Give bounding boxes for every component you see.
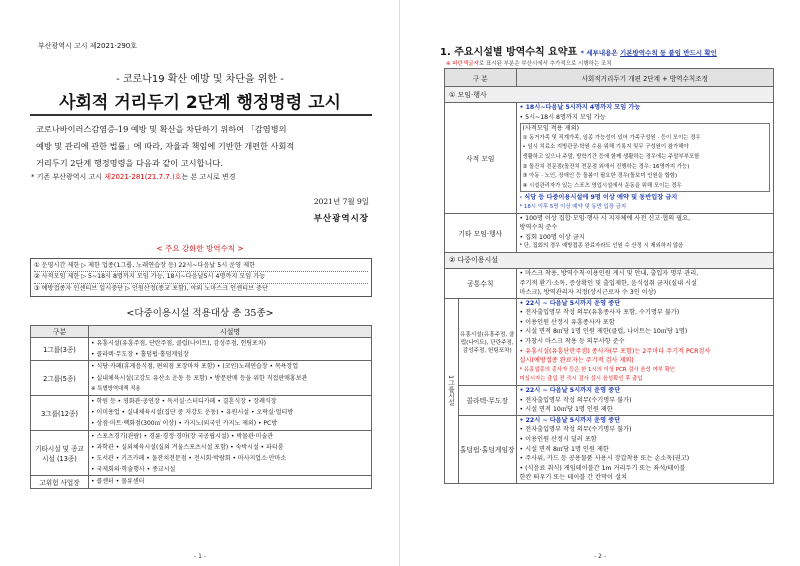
row-label: 콜라텍·무도장 (458, 386, 516, 416)
body-line: 거리두기 2단계 행정명령을 다음과 같이 고시합니다. (36, 158, 223, 168)
row-label: 공통수칙 (445, 268, 517, 298)
issue-date: 2021년 7월 9일 (313, 197, 369, 206)
group-name: 1그룹(3종) (31, 338, 89, 361)
column-header: 사회적거리두기 개편 2단계 + 방역수칙조정 (516, 69, 773, 87)
table-row: 공통수칙 • 마스크 착용, 방역수칙·이용인원 게시 및 안내, 출입자 명부 관리, 주기적 환기·소독, 증상확인 및 출입제한, 음식섭취 금지(실내 시설 마스크), 방역관리자 지정(상시근로자 수 3인 이상) (445, 268, 774, 298)
page-title: 사회적 거리두기 2단계 행정명령 고시 (59, 93, 341, 113)
table-row: 1그룹시설 유흥시설(유흥주점, 클럽(나이트), 단란주점, 감성주점, 헌팅포차) • 22시 ~ 다음날 5시까지 운영 중단 • 전자출입명부 작성 의무(유흥종사자 포함, 수기명부 불가) • 이용인원 산정시 유흥종사자 포함 • 시설 면적 8㎡당 1명 인원 제한(클럽, 나이트는 10㎡당 1명) • 가창시 마스크 착용 등 의무사항 준수 • 유흥시설(유흥단란주점) 종사자(무 포함)는 2주마다 주기적 PCR검사 실시(예방접종 완료자는 주기적 검사 제외) * 유흥업종의 종사자 등은 한 1시의 이상 PCR 검사 음성 여부 확인 미실시자는 출입 전 즉시 검사 실시 음성확인 후 출입 (445, 298, 774, 385)
group-name: 3그룹(12종) (31, 396, 89, 431)
page-number: - 2 - (594, 553, 606, 560)
table-row: 고위험 사업장 • 콜센터 • 물류센터 (31, 476, 372, 488)
column-header: 시설명 (89, 326, 372, 338)
key-rule: ② 사적모임 제한 ▷ 5~18시 8명까지 모임 가능, 18시~다음날5시 4명까지 모임 가능 (34, 271, 368, 282)
facility-table (30, 325, 372, 489)
title-divider (30, 114, 372, 116)
table-row: 콜라텍·무도장 • 22시 ~ 다음날 5시까지 운영 중단 • 전자출입명부 작성 의무(수기명부 불가) • 시설 면적 10㎡당 1명 인원 제한 (445, 386, 774, 416)
row-label: 홀덤펍·홀덤게임장 (458, 415, 516, 483)
column-header: 구 분 (445, 69, 517, 87)
page-2 (400, 0, 800, 566)
row-label: 사적 모임 (445, 103, 517, 214)
body-paragraph (30, 121, 374, 172)
key-rule: ③ 예방접종자 인센티브 일시중단 ▷ 인원산정(종교 포함), 야외 노마스크 인센티브 중단 (34, 283, 368, 294)
table-row: 홀덤펍·홀덤게임장 • 22시 ~ 다음날 5시까지 운영 중단 • 전자출입명부 작성 의무(수기명부 불가) • 이용인원 산정시 딜러 포함 • 시설 면적 8㎡당 1명 인원 제한 • 주사위, 카드 등 공용물품 사용시 장갑착용 또는 손소독(권고) • (식음료 취식) 게임테이블간 1m 거리두기 또는 좌석/테이블 한칸 띄우기 또는 테이블 간 칸막이 설치 (445, 415, 774, 483)
key-rules-box (30, 258, 372, 297)
table-row: 기타시설 및 종교시설 (13종) • 스포츠경기(관람) • 경륜·경정·경마(장 국공립시설) • 박물관·미술관 • 과학관 • 실외체육시설(실외 겨울스포츠시설 포함) • 숙박시설 • 파티룸 • 도서관 • 키즈카페 • 돌잔치전문점 • 전시회·박람회 • 마사지업소·안마소 • 국제회의·학술행사 • 종교시설 (31, 430, 372, 476)
group-name: 2그룹(5종) (31, 361, 89, 396)
table-header-row (445, 69, 774, 87)
summary-title: 1. 주요시설별 방역수칙 요약표 * 세부내용은 기본방역수칙 등 붙임 반드시 확인 (440, 47, 717, 58)
document-number: 부산광역시 고시 제2021-290호 (38, 42, 138, 50)
table-row: 사적 모임 • 18시~다음날 5시까지 4명까지 모임 가능 • 5시~18시 8명까지 모임 가능 (사적모임 적용 제외) ① 동거가족 및 직계가족, 임종 가능성이 있어 가족구성원 · 등이 모이는 경우 • 임시 치료소 지방관공·학원 수용 위해 기록지 및무 구성원이 참가해야 생활하고 있으나 주말, 방학기간 등에 함께 생활하는 경우에는 주말부부포함 ② 돌잔치 전문점(돌잔치 전문점 외에서 진행하는 경우: 16명까지 가능) ③ 아동 · 노인, 장애인 등 돌봄이 필요한 경우(돌보미 인원을 합함) ④ 시설관리자가 있는 스포츠 영업시설에서 운동을 위해 모이는 경우 - 식당 등 다중이용시설에 9명 이상 예약 및 동반입장 금지 * 18시 이후 5명 이상 예약 및 동반 입장 금지 (445, 103, 774, 214)
group-name: 기타시설 및 종교시설 (13종) (31, 430, 89, 476)
section-heading: ② 다중이용시설 (445, 252, 774, 268)
page-number: - 1 - (194, 553, 206, 560)
row-label: 기타 모임·행사 (445, 213, 517, 252)
group-vertical-label: 1그룹시설 (446, 374, 455, 405)
section-row (445, 87, 774, 103)
legend-note: ※ 파란색글자로 표시된 부분은 부산시에서 추가적으로 시행하는 조치 (446, 61, 612, 67)
section-heading: ① 모임·행사 (445, 87, 774, 103)
detail-note: * 세부내용은 기본방역수칙 등 붙임 반드시 확인 (580, 49, 717, 57)
reference-note: * 기존 부산광역시 고시 제2021-281(21.7.7.)호는 본 고시로 변경 (31, 173, 236, 181)
facility-table-heading: <다중이용시설 적용대상 총 35종> (126, 308, 274, 319)
group-name: 고위험 사업장 (31, 476, 89, 488)
key-rule: ① 운영시간 제한 ▷ 제한 업종(1그룹, 노래연습장 등) 22시~다음날 5시 운영 제한 (34, 262, 256, 269)
body-line: 코로나바이러스감염증-19 예방 및 확산을 차단하기 위하여 「감염병의 (36, 124, 287, 134)
table-header-row (31, 326, 372, 338)
table-row: 2그룹(5종) • 식당·카페(휴게음식점, 편의점 포장마차 포함) • (코인)노래연습장 • 목욕장업 • 실내체육시설(고강도 유산소 운동 등 포함) • 방문판매 등을 위한 직접판매홍보관 ※ 특별방역대책 적용 (31, 361, 372, 396)
table-row: 1그룹(3종) • 유흥시설(유흥주점, 단란주점, 클럽(나이트), 감성주점, 헌팅포차) • 콜라텍·무도장 • 홀덤펍·홀덤게임장 (31, 338, 372, 361)
exemption-box: (사적모임 적용 제외) ① 동거가족 및 직계가족, 임종 가능성이 있어 가족구성원 · 등이 모이는 경우 • 임시 치료소 지방관공·학원 수용 위해 기록지 및무 구성원이 참가해야 생활하고 있으나 주말, 방학기간 등에 함께 생활하는 경우에는 주말부부포함 ② 돌잔치 전문점(돌잔치 전문점 외에서 진행하는 경우: 16명까지 가능) ③ 아동 · 노인, 장애인 등 돌봄이 필요한 경우(돌보미 인원을 합함) ④ 시설관리자가 있는 스포츠 영업시설에서 운동을 위해 모이는 경우 (520, 123, 770, 192)
body-line: 예방 및 관리에 관한 법률」에 따라, 자율과 책임에 기반한 개편한 사회적 (36, 141, 295, 151)
table-row: 기타 모임·행사 • 100명 이상 집합·모임·행사 시 지자체에 사전 신고·협의 필요, 방역수칙 준수 • 집회 100명 이상 금지 * 단, 집회의 경우 예방접종 완료자라도 인원 수 산정 시 제외하지 않음 (445, 213, 774, 252)
key-rules-heading: < 주요 강화한 방역수칙 > (156, 244, 244, 253)
table-row: 3그룹(12종) • 학원 등 • 영화관·공연장 • 독서실·스터디카페 • 결혼식장 • 장례식장 • 이미용업 • 실내체육시설(집단 중 저강도 운동) • 유원시설 • 오락실·멀티방 • 상점·마트·백화점(300㎡ 이상) • 카지노(외국인 카지노 제외) • PC방 (31, 396, 372, 431)
subtitle: - 코로나19 확산 예방 및 차단을 위한 - (116, 74, 284, 85)
rules-summary-table (444, 68, 774, 484)
section-row (445, 252, 774, 268)
row-label: 유흥시설(유흥주점, 클럽(나이트), 단란주점, 감성주점, 헌팅포차) (458, 298, 516, 385)
issuer: 부산광역시장 (313, 214, 369, 224)
column-header: 구분 (31, 326, 89, 338)
